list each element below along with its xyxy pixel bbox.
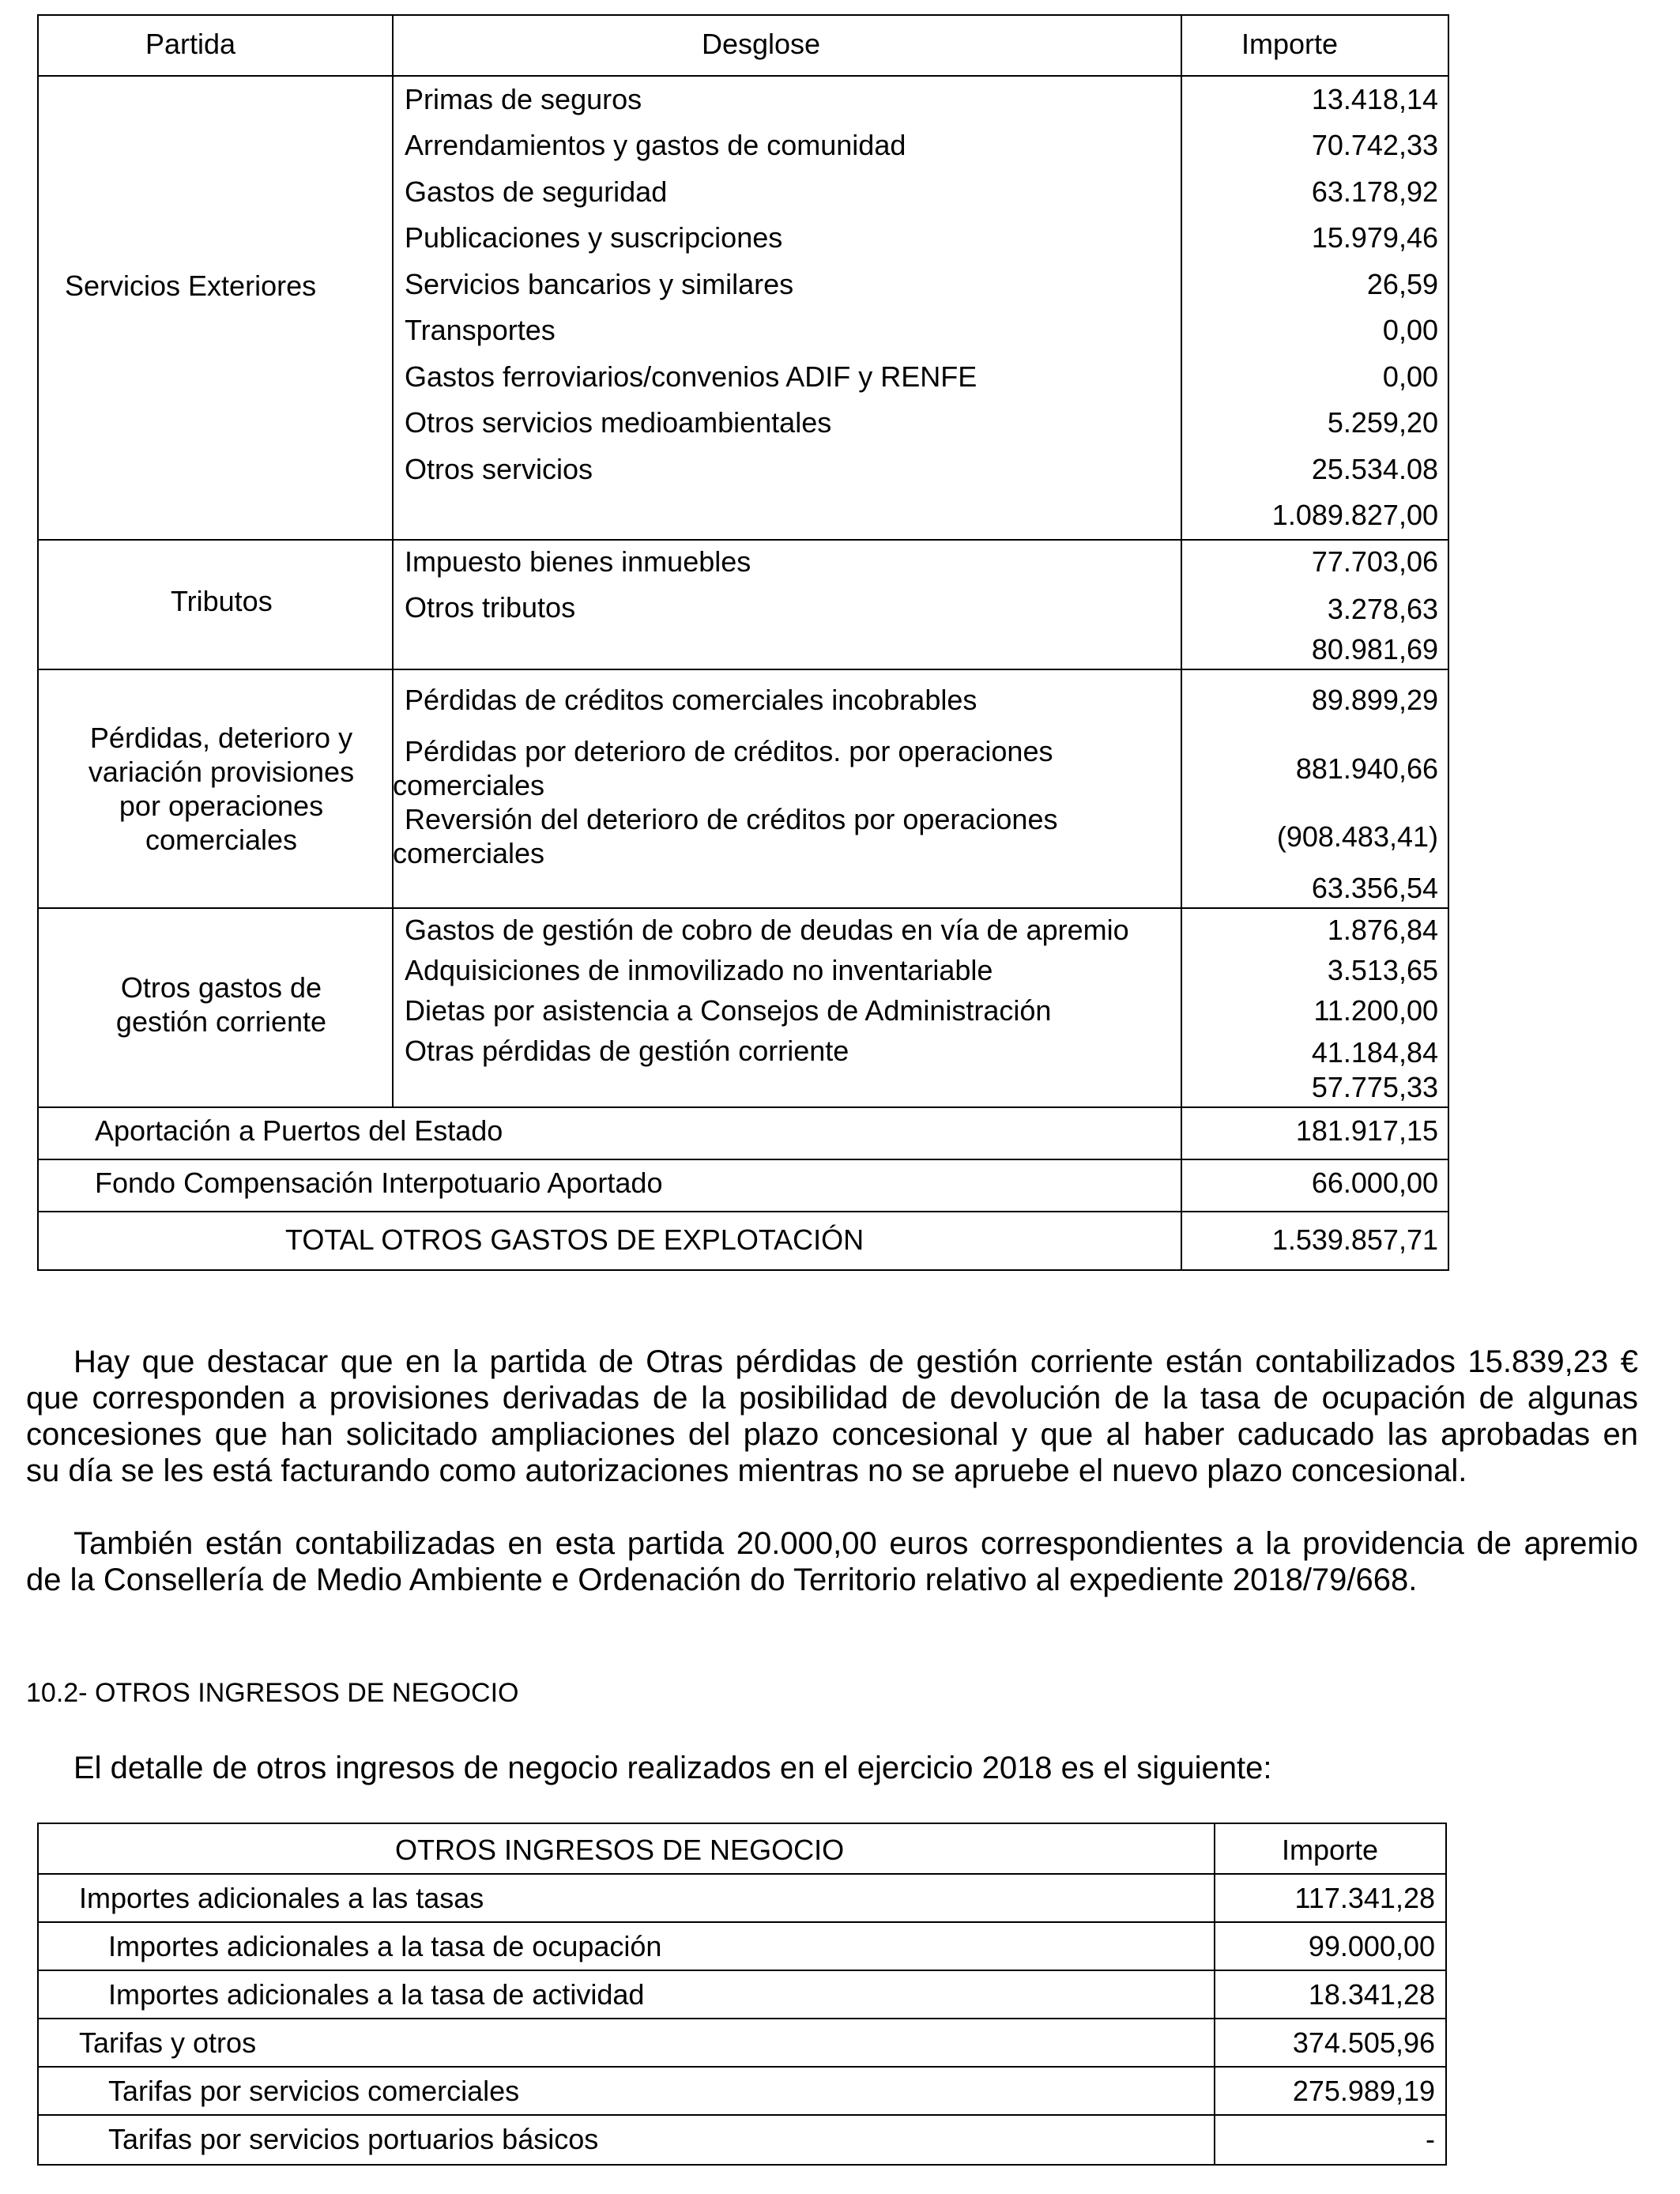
desglose-item: Otros tributos <box>405 591 576 624</box>
t2-row-value: 374.505,96 <box>1292 2026 1435 2059</box>
row-value: 66.000,00 <box>1311 1167 1438 1199</box>
importe-value: 3.278,63 <box>1327 593 1438 625</box>
partida-perdidas-line: comerciales <box>145 824 298 856</box>
desglose-item: Servicios bancarios y similares <box>405 268 794 300</box>
importe-value: 13.418,14 <box>1311 83 1438 115</box>
desglose-item: Otros servicios medioambientales <box>405 406 832 439</box>
importe-value: 0,00 <box>1382 314 1438 346</box>
partida-perdidas-line: variación provisiones <box>88 756 355 788</box>
importe-value: 70.742,33 <box>1311 129 1438 161</box>
desglose-item: Gastos de gestión de cobro de deudas en vía de apremio <box>405 914 1129 946</box>
desglose-item: Otras pérdidas de gestión corriente <box>405 1035 849 1067</box>
paragraph-line: También están contabilizadas en esta partida 20.000,00 euros correspondientes a la providencia de apremio <box>73 1526 1638 1561</box>
desglose-item-line: Pérdidas por deterioro de créditos. por operaciones <box>405 735 1053 767</box>
desglose-item: Primas de seguros <box>405 83 642 115</box>
paragraph-line: concesiones que han solicitado ampliaciones del plazo concesional y que al haber caducado las aprobadas en <box>26 1417 1638 1452</box>
row-value: 181.917,15 <box>1295 1114 1438 1147</box>
paragraph-providencia <box>26 1525 1638 1598</box>
paragraph-line: su día se les está facturando como autorizaciones mientras no se apruebe el nuevo plazo concesional. <box>26 1453 1467 1488</box>
desglose-item: Pérdidas de créditos comerciales incobrables <box>405 684 977 716</box>
t2-row-label: Tarifas por servicios comerciales <box>108 2075 520 2107</box>
t2-row-label: Tarifas por servicios portuarios básicos <box>108 2123 599 2155</box>
t2-row-label: Importes adicionales a la tasa de ocupación <box>108 1930 662 1962</box>
importe-value: 89.899,29 <box>1311 684 1438 716</box>
t2-row-value: 18.341,28 <box>1308 1978 1435 2011</box>
importe-value: 0,00 <box>1382 360 1438 393</box>
group-total: 80.981,69 <box>1311 633 1438 665</box>
desglose-item: Otros servicios <box>405 453 593 485</box>
partida-perdidas-line: por operaciones <box>119 790 324 822</box>
importe-value: 15.979,46 <box>1311 221 1438 254</box>
t2-row-label: Tarifas y otros <box>79 2026 257 2059</box>
t2-header-concepto: OTROS INGRESOS DE NEGOCIO <box>395 1834 845 1866</box>
t2-row-label: Importes adicionales a la tasa de actividad <box>108 1978 645 2011</box>
row-label: Aportación a Puertos del Estado <box>95 1114 503 1147</box>
desglose-item: Transportes <box>405 314 556 346</box>
importe-value: 26,59 <box>1366 268 1438 300</box>
intro-text: El detalle de otros ingresos de negocio realizados en el ejercicio 2018 es el siguiente: <box>73 1751 1272 1785</box>
desglose-item: Gastos ferroviarios/convenios ADIF y RENFE <box>405 360 977 393</box>
importe-value: 881.940,66 <box>1295 752 1438 785</box>
desglose-item: Dietas por asistencia a Consejos de Administración <box>405 994 1052 1027</box>
total-row-label: TOTAL OTROS GASTOS DE EXPLOTACIÓN <box>285 1223 864 1256</box>
importe-value: 77.703,06 <box>1311 545 1438 578</box>
importe-value: 1.876,84 <box>1327 914 1438 946</box>
partida-perdidas-line: Pérdidas, deterioro y <box>89 722 353 754</box>
t2-row-value: 117.341,28 <box>1294 1882 1435 1914</box>
partida-otros-gastos-line: Otros gastos de <box>120 971 322 1004</box>
t2-row-value: 99.000,00 <box>1308 1930 1435 1962</box>
group-total: 57.775,33 <box>1311 1071 1438 1103</box>
t2-row-value: 275.989,19 <box>1292 2075 1435 2107</box>
header-partida: Partida <box>145 28 236 60</box>
partida-otros-gastos-line: gestión corriente <box>115 1005 327 1038</box>
section-heading: 10.2- OTROS INGRESOS DE NEGOCIO <box>26 1678 519 1708</box>
t2-row-value: - <box>1426 2123 1435 2155</box>
importe-value: 11.200,00 <box>1313 994 1438 1027</box>
desglose-item-line: Reversión del deterioro de créditos por operaciones <box>405 803 1058 835</box>
desglose-item-line: comerciales <box>393 769 545 801</box>
importe-value: 25.534.08 <box>1311 453 1438 485</box>
importe-value: (908.483,41) <box>1276 820 1438 853</box>
importe-value: 3.513,65 <box>1327 954 1438 986</box>
desglose-item: Publicaciones y suscripciones <box>405 221 783 254</box>
desglose-item: Adquisiciones de inmovilizado no inventariable <box>405 954 993 986</box>
partida-tributos: Tributos <box>171 585 273 617</box>
group-total: 1.089.827,00 <box>1271 499 1438 531</box>
row-label: Fondo Compensación Interpotuario Aportado <box>95 1167 663 1199</box>
importe-value: 41.184,84 <box>1311 1036 1438 1069</box>
importe-value: 5.259,20 <box>1327 406 1438 439</box>
paragraph-line: que corresponden a provisiones derivadas de la posibilidad de devolución de la tasa de ocupación de algunas <box>26 1381 1638 1416</box>
desglose-item: Arrendamientos y gastos de comunidad <box>405 129 906 161</box>
importe-value: 63.178,92 <box>1311 175 1438 208</box>
desglose-item: Gastos de seguridad <box>405 175 668 208</box>
header-importe: Importe <box>1241 28 1339 60</box>
partida-servicios-exteriores: Servicios Exteriores <box>65 270 317 302</box>
t2-header-importe: Importe <box>1282 1834 1379 1866</box>
header-desglose: Desglose <box>702 28 821 60</box>
paragraph-otras-perdidas <box>26 1344 1638 1489</box>
desglose-item: Impuesto bienes inmuebles <box>405 545 751 578</box>
paragraph-line: Hay que destacar que en la partida de Otras pérdidas de gestión corriente están contabilizados 15.839,23 € <box>73 1344 1638 1379</box>
t2-row-label: Importes adicionales a las tasas <box>79 1882 484 1914</box>
total-row-value: 1.539.857,71 <box>1271 1223 1438 1256</box>
desglose-item-line: comerciales <box>393 837 545 869</box>
group-total: 63.356,54 <box>1311 872 1438 904</box>
paragraph-line: de la Consellería de Medio Ambiente e Ordenación do Territorio relativo al expediente 2018/79/668. <box>26 1563 1418 1597</box>
